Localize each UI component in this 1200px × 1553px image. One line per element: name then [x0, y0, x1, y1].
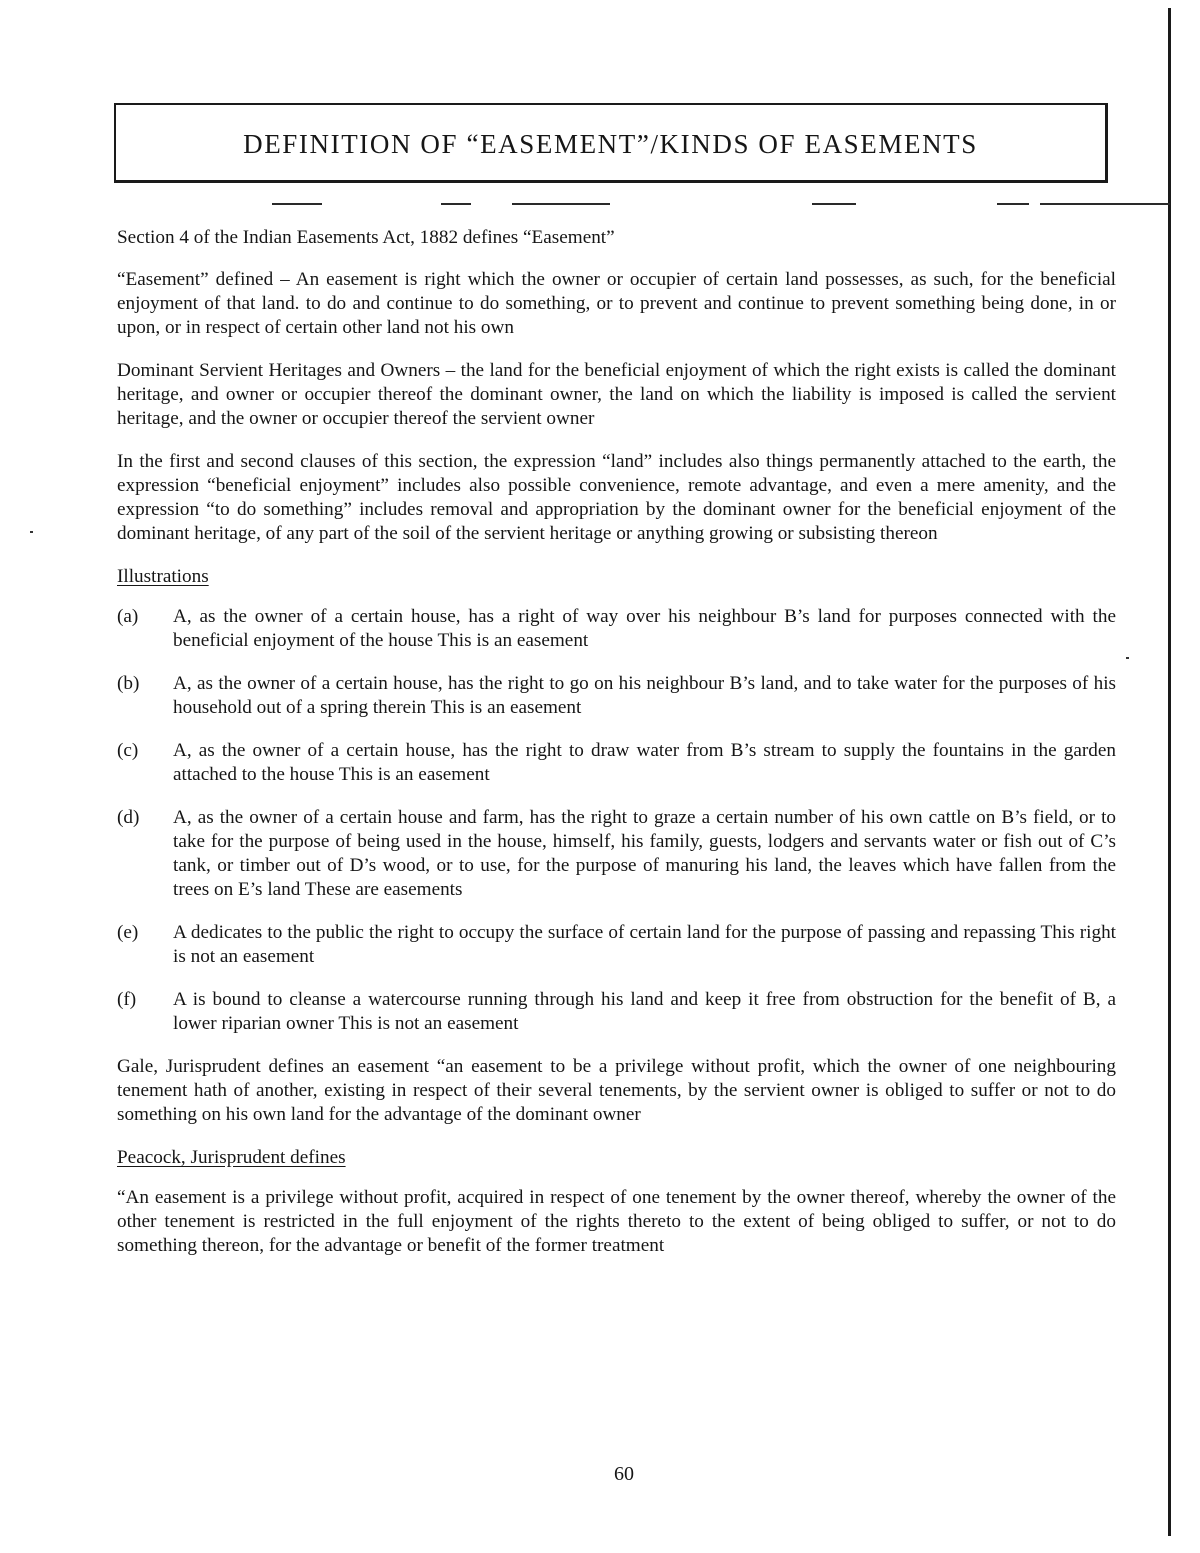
peacock-heading: Peacock, Jurisprudent defines	[117, 1147, 346, 1168]
stray-mark	[1126, 657, 1129, 659]
easement-definition-paragraph: “Easement” defined – An easement is right which the owner or occupier of certain land possesses, as such, for the beneficial enjoyment of that land. to do and continue to do something, or to prevent and continue to prevent something being done, in or upon, or in respect of certain other land not his own	[117, 269, 1116, 338]
illustration-text: A, as the owner of a certain house, has the right to draw water from B’s stream to supply the fountains in the garden attached to the house This is an easement	[173, 740, 1116, 785]
illustration-item	[117, 806, 1116, 902]
document-body	[117, 226, 1116, 1277]
illustration-item	[117, 605, 1116, 653]
illustration-text: A, as the owner of a certain house, has a right of way over his neighbour B’s land for purposes connected with the beneficial enjoyment of the house This is an easement	[173, 606, 1116, 651]
page-title: DEFINITION OF “EASEMENT”/KINDS OF EASEMENTS	[243, 129, 978, 159]
illustration-label: (c)	[117, 740, 139, 761]
heritages-paragraph: Dominant Servient Heritages and Owners – the land for the beneficial enjoyment of which the right exists is called the dominant heritage, and owner or occupier thereof the dominant owner, the land on which the liability is imposed is called the servient heritage, and the owner or occupier thereof the servient owner	[117, 360, 1116, 429]
divider-dash	[997, 203, 1029, 205]
illustration-label: (b)	[117, 673, 140, 694]
divider-dash	[272, 203, 322, 205]
illustration-text: A is bound to cleanse a watercourse running through his land and keep it free from obstruction for the benefit of B, a lower riparian owner This is not an easement	[173, 989, 1116, 1034]
divider-dash	[512, 203, 610, 205]
illustration-item	[117, 672, 1116, 720]
illustration-item	[117, 739, 1116, 787]
intro-paragraph: Section 4 of the Indian Easements Act, 1882 defines “Easement”	[117, 227, 615, 248]
divider-dash	[441, 203, 471, 205]
stray-mark	[30, 531, 33, 533]
illustration-text: A, as the owner of a certain house and farm, has the right to graze a certain number of his own cattle on B’s field, or to take for the purpose of being used in the house, himself, his family, guests, lodgers and servants water or fish out of C’s tank, or timber out of D’s wood, or to use, for the purpose of manuring his land, the leaves which have fallen from the trees on E’s land These are easements	[173, 807, 1116, 900]
illustration-label: (d)	[117, 807, 140, 828]
page-number: 60	[614, 1463, 634, 1485]
gale-definition-paragraph: Gale, Jurisprudent defines an easement “an easement to be a privilege without profit, which the owner of one neighbouring tenement hath of another, existing in respect of their several tenements, by the servient owner is obliged to suffer or not to do something on his own land for the advantage of the dominant owner	[117, 1056, 1116, 1125]
illustration-label: (f)	[117, 989, 137, 1010]
expressions-paragraph: In the first and second clauses of this section, the expression “land” includes also things permanently attached to the earth, the expression “beneficial enjoyment” includes also possible convenience, remote advantage, and even a mere amenity, and the expression “to do something” includes removal and appropriation by the dominant owner for the beneficial enjoyment of the dominant heritage, of any part of the soil of the servient heritage or anything growing or subsisting thereon	[117, 451, 1116, 544]
peacock-definition-paragraph: “An easement is a privilege without profit, acquired in respect of one tenement by the owner thereof, whereby the owner of the other tenement is restricted in the full enjoyment of the rights thereto to the extent of being obliged to suffer, or not to do something thereon, for the advantage or benefit of the former treatment	[117, 1187, 1116, 1256]
illustration-item	[117, 921, 1116, 969]
illustration-text: A dedicates to the public the right to occupy the surface of certain land for the purpose of passing and repassing This right is not an easement	[173, 922, 1116, 967]
right-margin-rule	[1168, 8, 1171, 1536]
illustration-label: (a)	[117, 606, 139, 627]
illustration-item	[117, 988, 1116, 1036]
illustration-label: (e)	[117, 922, 139, 943]
illustrations-heading: Illustrations	[117, 566, 209, 587]
title-box	[114, 103, 1108, 183]
illustration-text: A, as the owner of a certain house, has the right to go on his neighbour B’s land, and to take water for the purposes of his household out of a spring therein This is an easement	[173, 673, 1116, 718]
divider-dash	[812, 203, 856, 205]
divider-dash	[1040, 203, 1170, 205]
